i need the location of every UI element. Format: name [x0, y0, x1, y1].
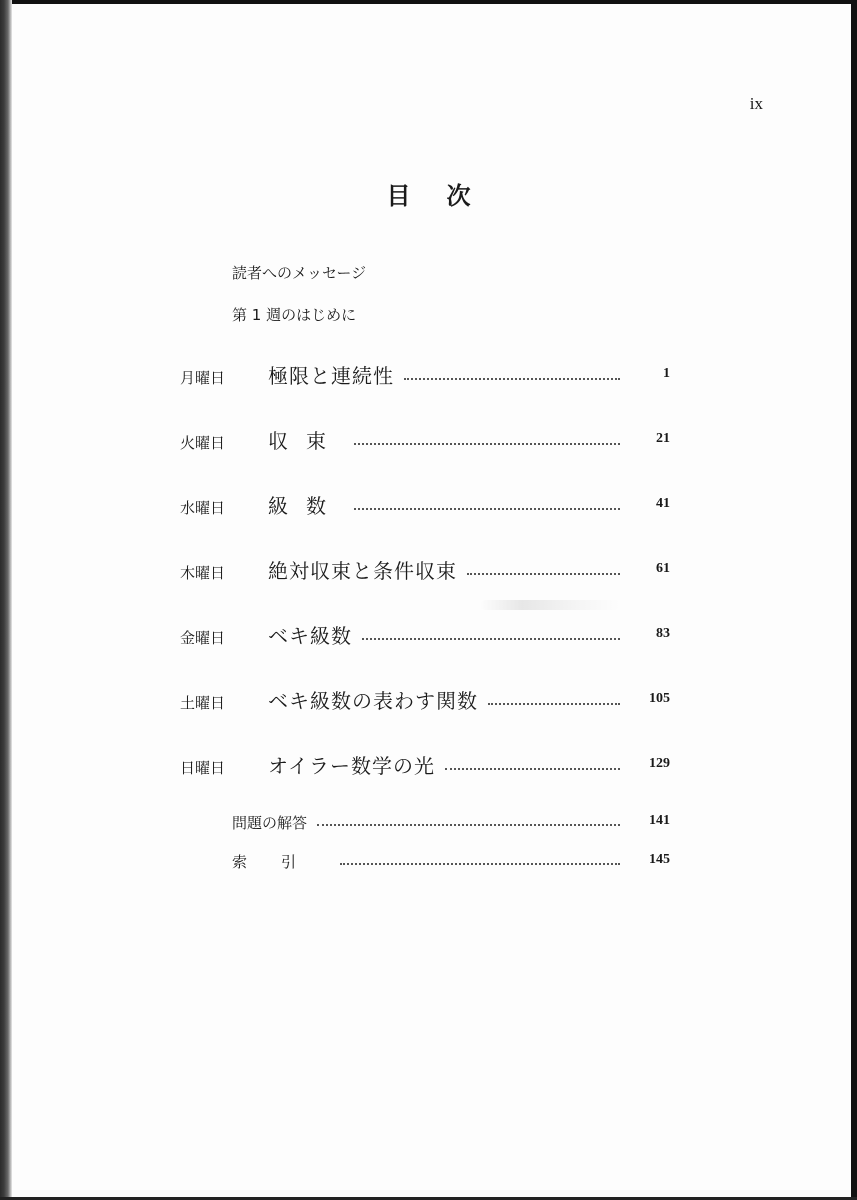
- page-number: ix: [749, 94, 763, 113]
- toc-chapter-title: 級数: [268, 494, 344, 518]
- toc-dot-leader: [362, 620, 620, 640]
- toc-day-label: 月曜日: [180, 369, 226, 387]
- toc-entry-sunday[interactable]: [180, 750, 670, 815]
- toc-entry-thursday[interactable]: [180, 555, 670, 620]
- toc-dot-leader: [354, 425, 620, 445]
- back-entry-page: 141: [649, 813, 670, 828]
- toc-chapter-title: オイラー数学の光: [268, 754, 435, 778]
- scan-edge-top: [0, 0, 857, 4]
- toc-page-number: 41: [656, 496, 670, 511]
- toc-day-label: 土曜日: [180, 694, 226, 712]
- toc-chapter-title: 絶対収束と条件収束: [268, 559, 457, 583]
- toc-list: [180, 360, 670, 815]
- back-entry-answers[interactable]: [232, 812, 670, 851]
- toc-chapter-title: ベキ級数の表わす関数: [268, 689, 478, 713]
- toc-page-number: 61: [656, 561, 670, 576]
- toc-day-label: 金曜日: [180, 629, 226, 647]
- toc-entry-tuesday[interactable]: [180, 425, 670, 490]
- toc-day-label: 日曜日: [180, 759, 226, 777]
- toc-dot-leader: [488, 685, 620, 705]
- pre-entry-week-intro[interactable]: 第 1 週のはじめに: [232, 306, 357, 324]
- back-entry-title: 索引: [232, 853, 331, 871]
- pre-entry-message[interactable]: 読者へのメッセージ: [232, 264, 367, 282]
- toc-page-number: 1: [663, 366, 670, 381]
- back-entry-title: 問題の解答: [232, 814, 308, 832]
- back-matter-list: [232, 812, 670, 890]
- toc-page-number: 105: [649, 691, 670, 706]
- toc-chapter-title: 極限と連続性: [268, 364, 394, 388]
- toc-dot-leader: [467, 555, 620, 575]
- toc-entry-friday[interactable]: [180, 620, 670, 685]
- toc-dot-leader: [445, 750, 620, 770]
- toc-page-number: 83: [656, 626, 670, 641]
- toc-chapter-title: ベキ級数: [268, 624, 352, 648]
- toc-day-label: 木曜日: [180, 564, 226, 582]
- back-entry-page: 145: [649, 852, 670, 867]
- toc-entry-monday[interactable]: [180, 360, 670, 425]
- toc-day-label: 火曜日: [180, 434, 226, 452]
- toc-day-label: 水曜日: [180, 499, 226, 517]
- toc-page-number: 129: [649, 756, 670, 771]
- toc-entry-saturday[interactable]: [180, 685, 670, 750]
- page-title: 目次: [386, 182, 507, 210]
- toc-entry-wednesday[interactable]: [180, 490, 670, 555]
- back-entry-index[interactable]: [232, 851, 670, 890]
- toc-dot-leader: [317, 812, 620, 826]
- toc-dot-leader: [404, 360, 620, 380]
- toc-page-number: 21: [656, 431, 670, 446]
- toc-dot-leader: [340, 851, 620, 865]
- toc-chapter-title: 収束: [268, 429, 344, 453]
- toc-dot-leader: [354, 490, 620, 510]
